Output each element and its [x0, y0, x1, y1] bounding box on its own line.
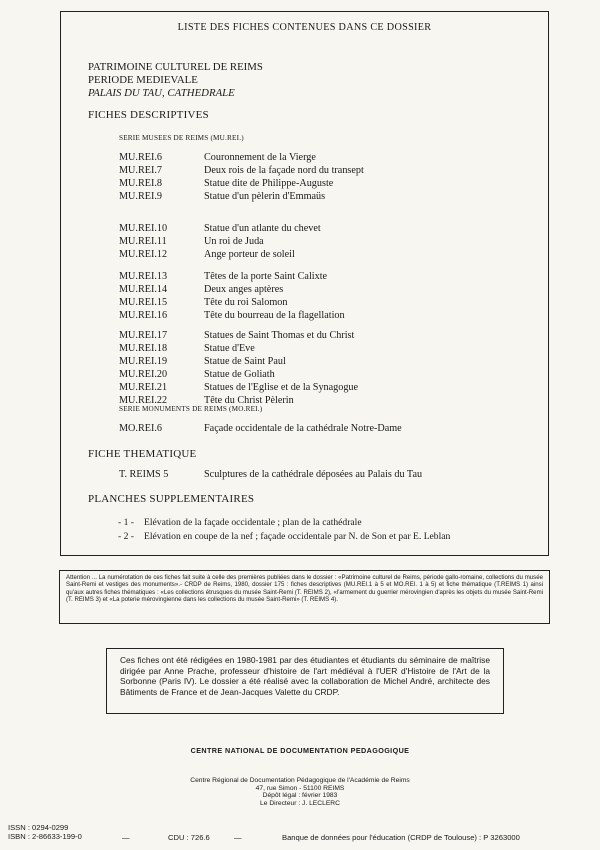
fiche-code: MU.REI.6	[119, 152, 163, 163]
fiche-code: MU.REI.8	[119, 178, 163, 189]
banque: Banque de données pour l'éducation (CRDP de Toulouse) : P 3263000	[282, 833, 520, 842]
fiche-title: Sculptures de la cathédrale déposées au Palais du Tau	[204, 469, 423, 480]
fiche-code: T. REIMS 5	[119, 469, 169, 480]
planche-number: - 2 -	[118, 531, 134, 542]
fiche-code: MU.REI.22	[119, 395, 168, 406]
heading-periode: PERIODE MEDIEVALE	[88, 74, 198, 86]
contents-frame	[60, 11, 549, 556]
fiche-code: MU.REI.9	[119, 191, 163, 202]
crdp-line: Dépôt légal : février 1983	[262, 792, 338, 800]
crdp-line: Le Directeur : J. LECLERC	[260, 800, 340, 808]
dash: —	[122, 833, 130, 842]
fiche-title: Statue d'Eve	[204, 343, 255, 354]
fiche-code: MU.REI.12	[119, 249, 168, 260]
list-item	[118, 517, 362, 528]
fiche-title: Tête du Christ Pèlerin	[204, 395, 294, 406]
crdp-line: Centre Régional de Documentation Pédagogique de l'Académie de Reims	[190, 777, 410, 784]
list-item	[118, 531, 450, 542]
fiche-title: Tête du bourreau de la flagellation	[204, 310, 345, 321]
fiche-title: Deux rois de la façade nord du transept	[204, 165, 364, 176]
fiche-code: MO.REI.6	[119, 423, 163, 434]
fiche-title: Statue de Goliath	[204, 369, 275, 380]
fiche-title: Statue d'un atlante du chevet	[204, 223, 321, 234]
fiche-title: Statue dite de Philippe-Auguste	[204, 178, 334, 189]
fiche-title: Un roi de Juda	[204, 236, 264, 247]
fiche-title: Statues de l'Eglise et de la Synagogue	[204, 382, 359, 393]
liste-title: LISTE DES FICHES CONTENUES DANS CE DOSSIER	[177, 22, 432, 33]
planche-text: Elévation en coupe de la nef ; façade occidentale par N. de Son et par E. Leblan	[144, 531, 451, 542]
section-planches: PLANCHES SUPPLEMENTAIRES	[88, 493, 255, 505]
planche-number: - 1 -	[118, 517, 134, 528]
fiche-code: MU.REI.14	[119, 284, 168, 295]
fiche-code: MU.REI.11	[119, 236, 167, 247]
fiche-title: Statues de Saint Thomas et du Christ	[204, 330, 355, 341]
fiche-title: Tête du roi Salomon	[204, 297, 288, 308]
serie-musees-label: SERIE MUSEES DE REIMS (MU.REI.)	[119, 134, 244, 142]
fiche-title: Têtes de la porte Saint Calixte	[204, 271, 328, 282]
fiche-title: Ange porteur de soleil	[204, 249, 295, 260]
footer-identifiers	[8, 823, 82, 842]
fiche-code: MU.REI.13	[119, 271, 168, 282]
planche-text: Elévation de la façade occidentale ; plan de la cathédrale	[144, 517, 362, 528]
fiche-title: Statue d'un pèlerin d'Emmaüs	[204, 191, 326, 202]
isbn: ISBN : 2-86633-199-0	[8, 832, 82, 842]
crdp-block	[0, 777, 600, 808]
credits-box: Ces fiches ont été rédigées en 1980-1981 par des étudiantes et étudiants du séminaire de maîtrise dirigée par Anne Prache, professeur d'histoire de l'art médiéval à l'UER d'Histoire de l'Art de la Sorbonne (Paris IV). Le dossier a été réalisé avec la collaboration de Michel André, architecte des Bâtiments de France et de Jean-Jacques Valette du CRDP.	[106, 648, 504, 714]
heading-palais: PALAIS DU TAU, CATHEDRALE	[88, 87, 235, 99]
fiche-code: MU.REI.17	[119, 330, 168, 341]
fiche-code: MU.REI.20	[119, 369, 168, 380]
crdp-line: 47, rue Simon - 51100 REIMS	[255, 784, 345, 792]
dash: —	[234, 833, 242, 842]
cdu: CDU : 726.6	[168, 833, 210, 842]
section-fiche-thematique: FICHE THEMATIQUE	[88, 448, 197, 460]
issn: ISSN : 0294-0299	[8, 823, 69, 832]
fiche-title: Façade occidentale de la cathédrale Notre-Dame	[204, 423, 402, 434]
fiche-title: Statue de Saint Paul	[204, 356, 286, 367]
fiche-title: Deux anges aptères	[204, 284, 284, 295]
fiche-code: MU.REI.19	[119, 356, 168, 367]
heading-patrimoine: PATRIMOINE CULTUREL DE REIMS	[88, 61, 263, 73]
fiche-code: MU.REI.16	[119, 310, 168, 321]
cndp-name: CENTRE NATIONAL DE DOCUMENTATION PEDAGOGIQUE	[190, 746, 410, 755]
fiche-code: MU.REI.21	[119, 382, 168, 393]
fiche-code: MU.REI.15	[119, 297, 168, 308]
fiche-code: MU.REI.10	[119, 223, 168, 234]
fiche-code: MU.REI.18	[119, 343, 168, 354]
serie-monuments-label: SERIE MONUMENTS DE REIMS (MO.REI.)	[119, 405, 263, 413]
attention-note: Attention ... La numérotation de ces fiches fait suite à celle des premières publiées dans le dossier : «Patrimoine culturel de Reims, période gallo-romaine, collections du musée Saint-Remi et vestiges des monuments».- CRDP de Reims, 1980, dossier 175 : fiches descriptives (MU.REI.1 à 5 et MO.REI. 1 à 5) et fiche thématique (T.REIMS 1) ainsi qu'aux autres fiches thématiques : «Les collections étrusques du musée Saint-Remi (T. REIMS 2), «l'armement du guerrier mérovingien d'après les objets du musée Saint-Remi (T. REIMS 3) et «La poterie mérovingienne dans les collections du musée Saint-Remi» (T. REIMS 4).	[59, 570, 550, 624]
section-fiches-descriptives: FICHES DESCRIPTIVES	[88, 109, 209, 121]
fiche-title: Couronnement de la Vierge	[204, 152, 316, 163]
fiche-code: MU.REI.7	[119, 165, 163, 176]
